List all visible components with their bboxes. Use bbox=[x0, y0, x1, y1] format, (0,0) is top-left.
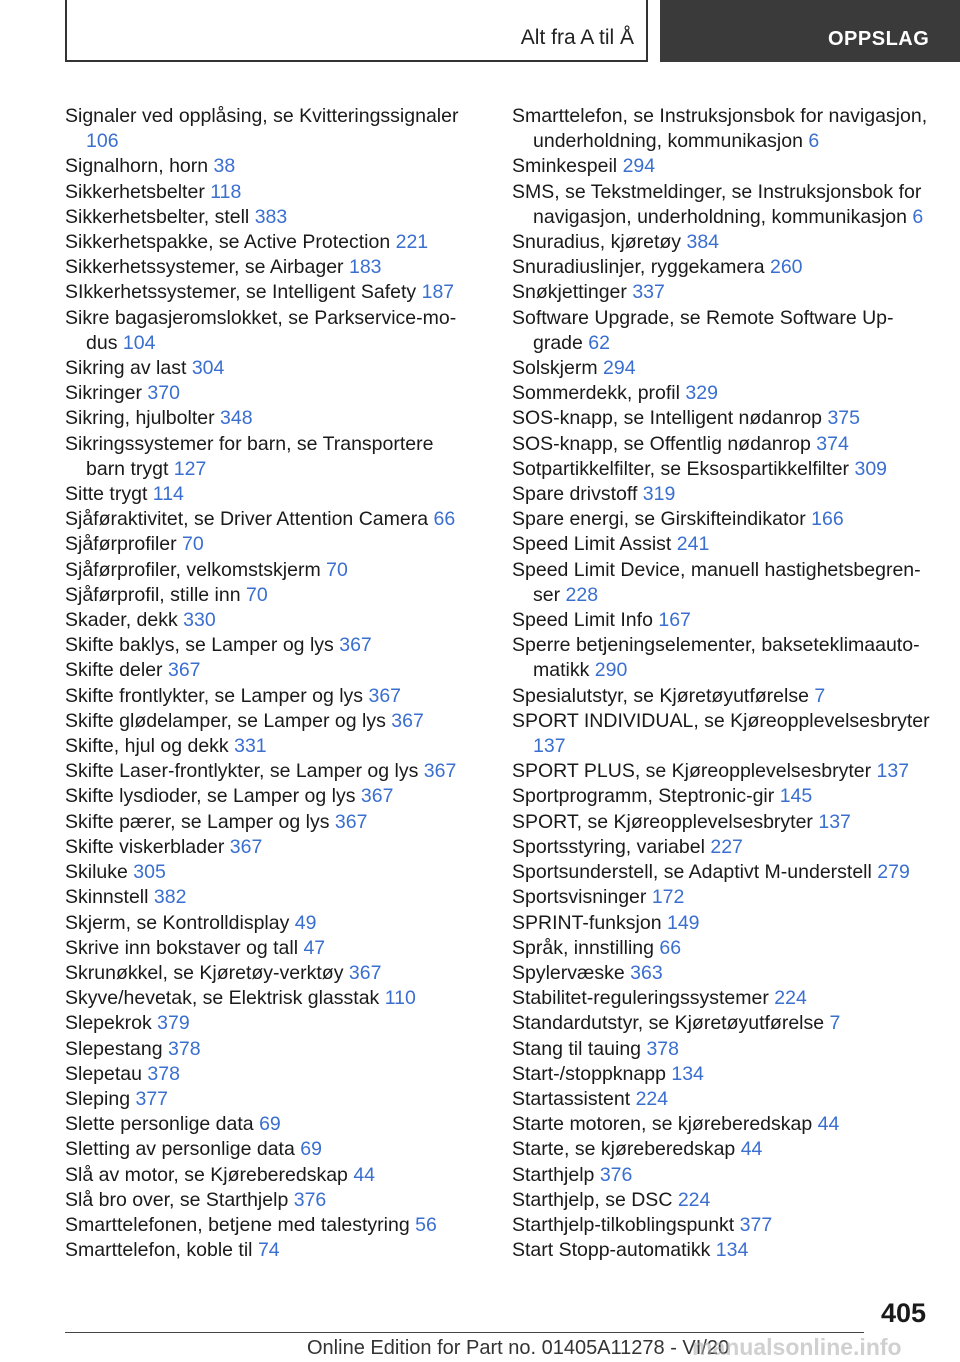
index-entry-page-link[interactable]: 118 bbox=[210, 180, 242, 203]
index-entry-text: Sikkerhetsbelter, stell bbox=[65, 205, 250, 228]
index-entry-text: Sikre bagasjeromslokket, se Parkservice-modus bbox=[65, 306, 457, 354]
index-entry-page-link[interactable]: 224 bbox=[635, 1087, 669, 1110]
index-entry bbox=[512, 759, 932, 784]
index-entry-page-link[interactable]: 167 bbox=[658, 609, 691, 632]
index-entry bbox=[65, 482, 477, 507]
index-entry-page-link[interactable]: 378 bbox=[168, 1037, 201, 1060]
index-entry-text: Spesialutstyr, se Kjøretøyutførelse bbox=[512, 684, 809, 707]
index-entry bbox=[65, 860, 477, 885]
index-entry bbox=[65, 1137, 477, 1162]
index-entry-page-link[interactable]: 104 bbox=[122, 331, 156, 354]
index-entry bbox=[512, 507, 932, 532]
index-entry-text: Sommerdekk, profil bbox=[512, 382, 680, 405]
index-entry-text: Sportsunderstell, se Adaptivt M-understell bbox=[512, 861, 872, 884]
index-entry bbox=[65, 734, 477, 759]
index-entry-text: Startassistent bbox=[512, 1087, 631, 1110]
index-entry-text: Sikring av last bbox=[65, 357, 187, 380]
index-entry-text: Stabilitet-reguleringssystemer bbox=[512, 987, 769, 1010]
index-entry-page-link[interactable]: 114 bbox=[152, 483, 184, 506]
index-entry-page-link[interactable]: 241 bbox=[676, 533, 710, 556]
index-entry-page-link[interactable]: 110 bbox=[384, 987, 416, 1010]
index-entry-text: Sjåførprofil, stille inn bbox=[65, 583, 241, 606]
index-entry bbox=[65, 583, 477, 608]
index-entry-page-link[interactable]: 294 bbox=[603, 357, 636, 380]
index-entry bbox=[65, 961, 477, 986]
index-entry bbox=[512, 1238, 932, 1263]
index-entry bbox=[65, 306, 477, 356]
index-entry bbox=[512, 255, 932, 280]
index-entry bbox=[512, 381, 932, 406]
index-entry-text: Sikringer bbox=[65, 382, 142, 405]
index-entry-text: Starthjelp bbox=[512, 1163, 595, 1186]
index-entry-page-link[interactable]: 74 bbox=[257, 1239, 280, 1262]
index-entry-text: Sitte trygt bbox=[65, 483, 148, 506]
index-entry bbox=[512, 180, 932, 230]
index-entry-text: Software Upgrade, se Remote Software Upgrade bbox=[512, 306, 894, 354]
index-entry-text: Spare energi, se Girskifteindikator bbox=[512, 508, 806, 531]
index-entry-page-link[interactable]: 378 bbox=[147, 1062, 180, 1085]
index-entry bbox=[65, 558, 477, 583]
index-entry bbox=[65, 784, 477, 809]
index-entry-page-link[interactable]: 7 bbox=[814, 684, 826, 707]
index-entry-page-link[interactable]: 377 bbox=[135, 1087, 169, 1110]
index-entry-text: Skrunøkkel, se Kjøretøy-verktøy bbox=[65, 961, 344, 984]
index-entry-page-link[interactable]: 172 bbox=[651, 886, 685, 909]
index-entry-page-link[interactable]: 44 bbox=[353, 1163, 376, 1186]
index-entry-text: Snuradius, kjøretøy bbox=[512, 231, 682, 254]
index-entry bbox=[512, 104, 932, 154]
index-entry-page-link[interactable]: 127 bbox=[173, 457, 207, 480]
index-column-left bbox=[65, 104, 477, 1263]
index-entry-text: Starte, se kjøreberedskap bbox=[512, 1138, 736, 1161]
index-entry bbox=[65, 936, 477, 961]
index-entry bbox=[65, 205, 477, 230]
index-entry-page-link[interactable]: 319 bbox=[642, 483, 676, 506]
index-entry bbox=[512, 709, 932, 759]
index-entry-page-link[interactable]: 376 bbox=[599, 1163, 633, 1186]
index-entry bbox=[65, 885, 477, 910]
index-entry-page-link[interactable]: 221 bbox=[395, 231, 429, 254]
index-entry-text: Speed Limit Assist bbox=[512, 533, 672, 556]
index-entry-page-link[interactable]: 166 bbox=[811, 508, 844, 531]
footer-edition: Online Edition for Part no. 01405A11278 - VI/20 bbox=[307, 1337, 730, 1359]
index-entry bbox=[512, 1062, 932, 1087]
index-entry-page-link[interactable]: 367 bbox=[334, 810, 368, 833]
index-entry-page-link[interactable]: 47 bbox=[303, 936, 326, 959]
index-entry-text: Slepekrok bbox=[65, 1012, 152, 1035]
index-entry-text: Skifte baklys, se Lamper og lys bbox=[65, 634, 334, 657]
index-entry bbox=[512, 986, 932, 1011]
index-entry-text: Skiluke bbox=[65, 861, 128, 884]
index-entry-page-link[interactable]: 379 bbox=[157, 1012, 190, 1035]
index-entry-page-link[interactable]: 49 bbox=[294, 911, 317, 934]
index-entry bbox=[65, 104, 477, 154]
header-title-box bbox=[65, 0, 648, 62]
header-section-label: OPPSLAG bbox=[828, 28, 930, 50]
index-entry bbox=[65, 1163, 477, 1188]
index-entry-text: Stang til tauing bbox=[512, 1037, 642, 1060]
index-entry-page-link[interactable]: 106 bbox=[86, 130, 119, 153]
index-entry bbox=[65, 1062, 477, 1087]
index-entry-text: Speed Limit Device, manuell hastighetsbegrenser bbox=[512, 558, 921, 606]
index-entry-text: Sminkespeil bbox=[512, 155, 618, 178]
index-entry-text: Sikring, hjulbolter bbox=[65, 407, 215, 430]
index-entry bbox=[65, 1037, 477, 1062]
index-column-right bbox=[512, 104, 932, 1263]
index-entry bbox=[512, 860, 932, 885]
index-entry-text: Sletting av personlige data bbox=[65, 1138, 295, 1161]
index-entry bbox=[512, 961, 932, 986]
header-title: Alt fra A til Å bbox=[520, 26, 634, 49]
index-entry bbox=[512, 306, 932, 356]
index-entry-page-link[interactable]: 260 bbox=[769, 256, 803, 279]
index-entry bbox=[512, 784, 932, 809]
index-entry bbox=[65, 1213, 477, 1238]
footer-divider bbox=[65, 1332, 864, 1333]
index-entry bbox=[512, 835, 932, 860]
index-entry-text: SPORT PLUS, se Kjøreopplevelsesbryter bbox=[512, 760, 872, 783]
index-entry bbox=[65, 180, 477, 205]
index-entry bbox=[65, 1011, 477, 1036]
index-entry bbox=[512, 356, 932, 381]
index-entry-page-link[interactable]: 329 bbox=[685, 382, 718, 405]
index-entry-page-link[interactable]: 187 bbox=[421, 281, 455, 304]
index-entry-page-link[interactable]: 70 bbox=[245, 583, 268, 606]
index-entry bbox=[65, 507, 477, 532]
index-entry bbox=[512, 482, 932, 507]
index-entry-page-link[interactable]: 337 bbox=[632, 281, 665, 304]
index-entry-text: Sikkerhetsbelter bbox=[65, 180, 205, 203]
index-entry-page-link[interactable]: 7 bbox=[829, 1012, 841, 1035]
index-entry-page-link[interactable]: 149 bbox=[666, 911, 700, 934]
index-entry bbox=[65, 835, 477, 860]
index-entry-page-link[interactable]: 330 bbox=[183, 609, 216, 632]
index-entry-page-link[interactable]: 305 bbox=[133, 861, 166, 884]
index-entry-text: Skifte Laser-frontlykter, se Lamper og lys bbox=[65, 760, 419, 783]
index-entry bbox=[65, 709, 477, 734]
index-entry-page-link[interactable]: 367 bbox=[348, 961, 382, 984]
index-entry-text: Starthjelp, se DSC bbox=[512, 1188, 673, 1211]
index-entry-text: Skifte glødelamper, se Lamper og lys bbox=[65, 709, 386, 732]
index-entry-page-link[interactable]: 56 bbox=[415, 1213, 437, 1236]
index-entry-page-link[interactable]: 38 bbox=[213, 155, 236, 178]
index-entry-text: SPRINT-funksjon bbox=[512, 911, 662, 934]
index-entry bbox=[512, 532, 932, 557]
index-entry bbox=[65, 608, 477, 633]
index-entry bbox=[512, 558, 932, 608]
index-entry-text: Sikkerhetssystemer, se Airbager bbox=[65, 256, 344, 279]
index-entry bbox=[512, 911, 932, 936]
index-entry-text: Starthjelp-tilkoblingspunkt bbox=[512, 1213, 735, 1236]
index-entry-page-link[interactable]: 382 bbox=[153, 886, 187, 909]
index-entry bbox=[65, 759, 477, 784]
index-entry-page-link[interactable]: 378 bbox=[646, 1037, 679, 1060]
index-entry-text: Signalhorn, horn bbox=[65, 155, 209, 178]
index-entry-page-link[interactable]: 183 bbox=[348, 256, 382, 279]
index-entry-page-link[interactable]: 374 bbox=[816, 432, 849, 455]
index-entry bbox=[512, 432, 932, 457]
index-entry-page-link[interactable]: 66 bbox=[433, 508, 456, 531]
index-entry-text: SIkkerhetssystemer, se Intelligent Safety bbox=[65, 281, 417, 304]
index-entry-page-link[interactable]: 290 bbox=[594, 659, 628, 682]
index-entry bbox=[512, 608, 932, 633]
index-entry-text: SPORT INDIVIDUAL, se Kjøreopplevelsesbryter bbox=[512, 709, 930, 732]
index-entry bbox=[512, 885, 932, 910]
index-entry-page-link[interactable]: 377 bbox=[739, 1213, 773, 1236]
index-entry-text: Start-/stoppknapp bbox=[512, 1062, 666, 1085]
index-entry bbox=[65, 230, 477, 255]
index-entry-text: Slepetau bbox=[65, 1062, 142, 1085]
index-entry-page-link[interactable]: 304 bbox=[191, 357, 225, 380]
index-entry-text: Standardutstyr, se Kjøretøyutførelse bbox=[512, 1012, 825, 1035]
index-entry-page-link[interactable]: 134 bbox=[715, 1239, 749, 1262]
index-entry-text: Spare drivstoff bbox=[512, 483, 638, 506]
index-entry bbox=[512, 810, 932, 835]
index-entry-page-link[interactable]: 137 bbox=[533, 735, 566, 758]
index-entry-text: Skifte pærer, se Lamper og lys bbox=[65, 810, 330, 833]
index-entry-page-link[interactable]: 367 bbox=[167, 659, 201, 682]
index-entry-text: Sotpartikkelfilter, se Eksospartikkelfilter bbox=[512, 457, 850, 480]
index-entry-text: Sportsstyring, variabel bbox=[512, 835, 705, 858]
index-entry bbox=[512, 1137, 932, 1162]
index-entry-page-link[interactable]: 62 bbox=[588, 331, 610, 354]
index-entry-text: Sikkerhetspakke, se Active Protection bbox=[65, 231, 391, 254]
index-entry bbox=[512, 684, 932, 709]
index-entry bbox=[65, 810, 477, 835]
index-entry-text: Skjerm, se Kontrolldisplay bbox=[65, 911, 290, 934]
index-entry bbox=[512, 230, 932, 255]
index-entry bbox=[65, 658, 477, 683]
index-entry-text: Sperre betjeningselementer, bakseteklimaautomatikk bbox=[512, 634, 920, 682]
index-entry bbox=[512, 1188, 932, 1213]
index-entry-text: Skifte viskerblader bbox=[65, 835, 225, 858]
index-entry bbox=[65, 432, 477, 482]
watermark-logo: manualsonline.info bbox=[692, 1334, 902, 1360]
index-entry-page-link[interactable]: 224 bbox=[774, 987, 807, 1010]
index-entry-text: Sjåførprofiler bbox=[65, 533, 177, 556]
index-entry bbox=[65, 633, 477, 658]
index-entry bbox=[512, 280, 932, 305]
index-entry-page-link[interactable]: 44 bbox=[817, 1113, 840, 1136]
index-entry-text: Sleping bbox=[65, 1087, 131, 1110]
index-entry-page-link[interactable]: 367 bbox=[423, 760, 457, 783]
index-entry bbox=[65, 1112, 477, 1137]
index-entry-text: Snuradiuslinjer, ryggekamera bbox=[512, 256, 765, 279]
index-entry bbox=[512, 936, 932, 961]
index-entry bbox=[512, 633, 932, 683]
index-entry bbox=[65, 532, 477, 557]
index-entry-page-link[interactable]: 70 bbox=[182, 533, 204, 556]
index-entry-text: Slette personlige data bbox=[65, 1113, 254, 1136]
index-entry-text: SPORT, se Kjøreopplevelsesbryter bbox=[512, 810, 813, 833]
index-entry-page-link[interactable]: 367 bbox=[368, 684, 402, 707]
index-entry-text: Skyve/hevetak, se Elektrisk glasstak bbox=[65, 987, 380, 1010]
page-number: 405 bbox=[880, 1298, 926, 1328]
index-entry-page-link[interactable]: 294 bbox=[622, 155, 656, 178]
index-entry bbox=[65, 684, 477, 709]
index-entry-text: Språk, innstilling bbox=[512, 936, 654, 959]
index-entry-page-link[interactable]: 331 bbox=[234, 735, 267, 758]
index-entry bbox=[65, 1238, 477, 1263]
index-entry bbox=[65, 1188, 477, 1213]
index-entry-text: Sportsvisninger bbox=[512, 886, 647, 909]
index-entry bbox=[65, 154, 477, 179]
index-entry-text: Starte motoren, se kjøreberedskap bbox=[512, 1113, 813, 1136]
index-entry-text: Skrive inn bokstaver og tall bbox=[65, 936, 299, 959]
index-entry-text: Skifte frontlykter, se Lamper og lys bbox=[65, 684, 364, 707]
index-entry-page-link[interactable]: 384 bbox=[686, 231, 720, 254]
index-entry-page-link[interactable]: 6 bbox=[808, 130, 820, 153]
index-entry-page-link[interactable]: 383 bbox=[254, 205, 288, 228]
index-entry-page-link[interactable]: 69 bbox=[300, 1138, 322, 1161]
index-entry-text: Smarttelefonen, betjene med talestyring bbox=[65, 1213, 410, 1236]
index-entry bbox=[65, 1087, 477, 1112]
index-entry-page-link[interactable]: 363 bbox=[630, 961, 663, 984]
index-entry-text: Slepestang bbox=[65, 1037, 163, 1060]
index-entry-page-link[interactable]: 367 bbox=[391, 709, 424, 732]
index-entry-page-link[interactable]: 6 bbox=[912, 205, 924, 228]
index-entry-page-link[interactable]: 134 bbox=[671, 1062, 704, 1085]
index-entry-page-link[interactable]: 279 bbox=[877, 861, 910, 884]
index-entry-page-link[interactable]: 227 bbox=[710, 835, 743, 858]
index-entry-page-link[interactable]: 145 bbox=[779, 785, 813, 808]
header-section-tab bbox=[660, 0, 960, 62]
index-entry bbox=[65, 280, 477, 305]
index-entry bbox=[512, 154, 932, 179]
index-entry-page-link[interactable]: 370 bbox=[147, 382, 180, 405]
index-entry-text: Skifte, hjul og dekk bbox=[65, 735, 229, 758]
index-entry-page-link[interactable]: 367 bbox=[339, 634, 372, 657]
index-entry bbox=[512, 1213, 932, 1238]
index-entry-text: Slå av motor, se Kjøreberedskap bbox=[65, 1163, 348, 1186]
index-entry-page-link[interactable]: 69 bbox=[259, 1113, 281, 1136]
index-entry bbox=[65, 381, 477, 406]
index-entry-text: Speed Limit Info bbox=[512, 609, 653, 632]
index-entry-page-link[interactable]: 228 bbox=[565, 583, 599, 606]
index-entry-text: Skifte lysdioder, se Lamper og lys bbox=[65, 785, 356, 808]
index-entry bbox=[512, 1011, 932, 1036]
index-entry-text: Snøkjettinger bbox=[512, 281, 627, 304]
index-entry bbox=[65, 255, 477, 280]
index-entry-text: Sjåførprofiler, velkomstskjerm bbox=[65, 558, 321, 581]
index-entry-text: Smarttelefon, se Instruksjonsbok for navigasjon, underholdning, kommunikasjon bbox=[512, 105, 928, 153]
index-entry-page-link[interactable]: 309 bbox=[854, 457, 888, 480]
index-entry-page-link[interactable]: 44 bbox=[740, 1138, 763, 1161]
index-entry bbox=[512, 1163, 932, 1188]
index-entry-page-link[interactable]: 367 bbox=[360, 785, 394, 808]
index-entry-text: Skinnstell bbox=[65, 886, 149, 909]
index-entry-page-link[interactable]: 137 bbox=[876, 760, 910, 783]
index-entry-text: Solskjerm bbox=[512, 357, 598, 380]
index-entry-text: Smarttelefon, koble til bbox=[65, 1239, 253, 1262]
index-entry-text: SOS-knapp, se Intelligent nødanrop bbox=[512, 407, 823, 430]
index-entry bbox=[512, 1037, 932, 1062]
index-entry-page-link[interactable]: 367 bbox=[229, 835, 263, 858]
index-entry-text: SMS, se Tekstmeldinger, se Instruksjonsbok for navigasjon, underholdning, kommunikasjon bbox=[512, 180, 922, 228]
index-entry-text: Skifte deler bbox=[65, 659, 163, 682]
index-entry bbox=[65, 911, 477, 936]
index-entry bbox=[65, 356, 477, 381]
index-entry-text: Sjåføraktivitet, se Driver Attention Camera bbox=[65, 508, 429, 531]
index-entry-text: Sikringssystemer for barn, se Transportere barn trygt bbox=[65, 432, 434, 480]
index-entry-text: SOS-knapp, se Offentlig nødanrop bbox=[512, 432, 811, 455]
index-entry-text: Spylervæske bbox=[512, 961, 625, 984]
index-entry-text: Start Stopp-automatikk bbox=[512, 1239, 711, 1262]
index-entry-page-link[interactable]: 70 bbox=[326, 558, 348, 581]
index-entry-page-link[interactable]: 224 bbox=[677, 1188, 711, 1211]
index-entry-text: Sportprogramm, Steptronic-gir bbox=[512, 785, 775, 808]
index-entry bbox=[512, 406, 932, 431]
index-entry bbox=[512, 457, 932, 482]
index-entry bbox=[512, 1087, 932, 1112]
index-entry-text: Slå bro over, se Starthjelp bbox=[65, 1188, 289, 1211]
index-entry-page-link[interactable]: 66 bbox=[659, 936, 682, 959]
index-entry bbox=[65, 406, 477, 431]
index-entry bbox=[65, 986, 477, 1011]
index-entry-page-link[interactable]: 348 bbox=[220, 407, 253, 430]
index-entry-page-link[interactable]: 375 bbox=[827, 407, 860, 430]
index-entry-page-link[interactable]: 137 bbox=[818, 810, 851, 833]
index-entry bbox=[512, 1112, 932, 1137]
index-entry-text: Signaler ved opplåsing, se Kvitteringssignaler bbox=[65, 105, 459, 127]
index-entry-page-link[interactable]: 376 bbox=[293, 1188, 327, 1211]
index-entry-text: Skader, dekk bbox=[65, 609, 178, 632]
